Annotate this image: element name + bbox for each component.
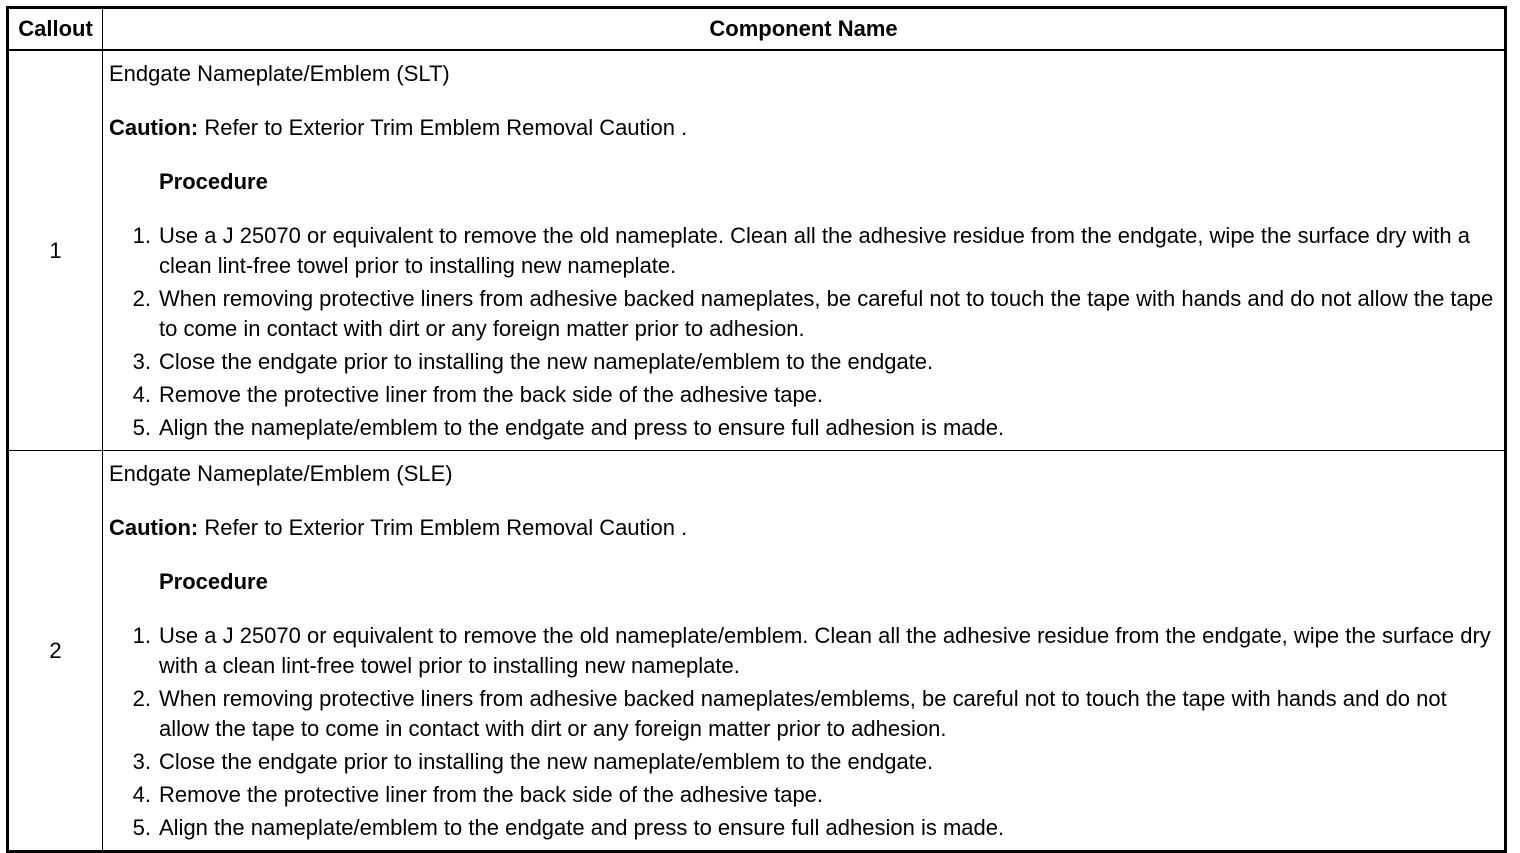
procedure-step [109, 780, 1498, 810]
step-text: Close the endgate prior to installing the new nameplate/emblem to the endgate. [159, 349, 934, 374]
component-name: Endgate Nameplate/Emblem (SLE) [109, 461, 453, 486]
component-cell [103, 451, 1506, 852]
procedure-heading: Procedure [159, 569, 268, 594]
procedure-step [109, 813, 1498, 843]
step-text: When removing protective liners from adhesive backed nameplates/emblems, be careful not to touch the tape with hands and do not allow the tape to come in contact with dirt or any foreign matter prior to adhesion. [159, 686, 1447, 741]
procedure-step [109, 747, 1498, 777]
component-name-header: Component Name [103, 8, 1506, 51]
step-number: 1. [132, 223, 151, 248]
caution-text: Refer to Exterior Trim Emblem Removal Caution . [198, 515, 688, 540]
procedure-steps [109, 621, 1498, 843]
header-row [8, 8, 1506, 51]
table-row [8, 50, 1506, 451]
procedure-step [109, 347, 1498, 377]
step-number: 3. [132, 749, 151, 774]
procedure-step [109, 221, 1498, 281]
step-number: 1. [132, 623, 151, 648]
caution-label: Caution: [109, 515, 199, 540]
procedure-step [109, 684, 1498, 744]
callout-header: Callout [8, 8, 103, 51]
step-number: 4. [132, 782, 151, 807]
step-text: Align the nameplate/emblem to the endgate and press to ensure full adhesion is made. [159, 815, 1005, 840]
step-number: 4. [132, 382, 151, 407]
step-number: 5. [132, 415, 151, 440]
procedure-step [109, 413, 1498, 443]
caution-note [109, 113, 1498, 143]
procedure-step [109, 380, 1498, 410]
caution-note [109, 513, 1498, 543]
step-text: Use a J 25070 or equivalent to remove the old nameplate/emblem. Clean all the adhesive residue from the endgate, wipe the surface dry with a clean lint-free towel prior to installing new nameplate. [159, 623, 1491, 678]
step-number: 3. [132, 349, 151, 374]
procedure-heading: Procedure [159, 169, 268, 194]
step-number: 2. [132, 286, 151, 311]
procedure-steps [109, 221, 1498, 443]
step-text: Use a J 25070 or equivalent to remove the old nameplate. Clean all the adhesive residue from the endgate, wipe the surface dry with a clean lint-free towel prior to installing new nameplate. [159, 223, 1470, 278]
table-row [8, 451, 1506, 852]
step-text: When removing protective liners from adhesive backed nameplates, be careful not to touch the tape with hands and do not allow the tape to come in contact with dirt or any foreign matter prior to adhesion. [159, 286, 1494, 341]
callout-number: 1 [8, 50, 103, 451]
step-text: Align the nameplate/emblem to the endgate and press to ensure full adhesion is made. [159, 415, 1005, 440]
step-text: Remove the protective liner from the back side of the adhesive tape. [159, 782, 824, 807]
step-number: 2. [132, 686, 151, 711]
step-text: Remove the protective liner from the back side of the adhesive tape. [159, 382, 824, 407]
callout-number: 2 [8, 451, 103, 852]
component-table [6, 6, 1507, 853]
caution-text: Refer to Exterior Trim Emblem Removal Caution . [198, 115, 688, 140]
component-name: Endgate Nameplate/Emblem (SLT) [109, 61, 450, 86]
component-cell [103, 50, 1506, 451]
procedure-step [109, 284, 1498, 344]
step-number: 5. [132, 815, 151, 840]
procedure-step [109, 621, 1498, 681]
caution-label: Caution: [109, 115, 199, 140]
step-text: Close the endgate prior to installing the new nameplate/emblem to the endgate. [159, 749, 934, 774]
